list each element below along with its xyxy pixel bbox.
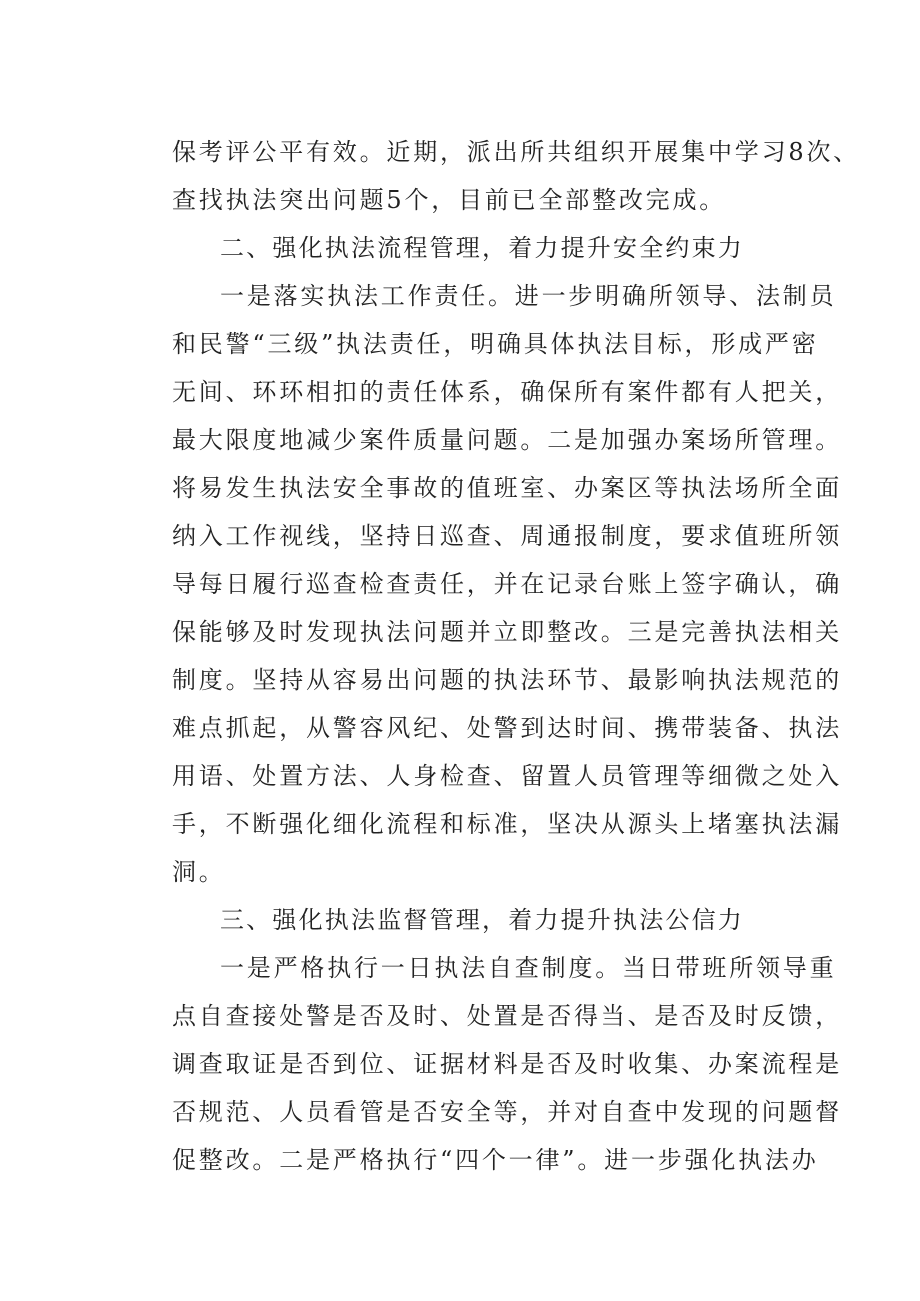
paragraph-line: 洞。 <box>172 858 226 886</box>
paragraph-line: 一是落实执法工作责任。进一步明确所领导、法制员 <box>220 282 837 310</box>
section-heading-2: 二、强化执法流程管理，着力提升安全约束力 <box>220 234 744 262</box>
paragraph-line: 调查取证是否到位、证据材料是否及时收集、办案流程是 <box>172 1050 842 1078</box>
paragraph-line: 用语、处置方法、人身检查、留置人员管理等细微之处入 <box>172 762 842 790</box>
paragraph-line: 和民警“三级”执法责任，明确具体执法目标，形成严密 <box>172 330 819 358</box>
paragraph-line: 查找执法突出问题5个，目前已全部整改完成。 <box>172 186 727 214</box>
paragraph-line: 促整改。二是严格执行“四个一律”。进一步强化执法办 <box>172 1146 819 1174</box>
paragraph-line: 将易发生执法安全事故的值班室、办案区等执法场所全面 <box>172 474 842 502</box>
paragraph-line: 制度。坚持从容易出问题的执法环节、最影响执法规范的 <box>172 666 842 694</box>
paragraph-line: 纳入工作视线，坚持日巡查、周通报制度，要求值班所领 <box>172 522 842 550</box>
paragraph-line: 手，不断强化细化流程和标准，坚决从源头上堵塞执法漏 <box>172 810 842 838</box>
paragraph-line: 导每日履行巡查检查责任，并在记录台账上签字确认，确 <box>172 570 842 598</box>
paragraph-line: 一是严格执行一日执法自查制度。当日带班所领导重 <box>220 954 837 982</box>
paragraph-line: 保考评公平有效。近期，派出所共组织开展集中学习8次、 <box>172 138 861 166</box>
section-heading-3: 三、强化执法监督管理，着力提升执法公信力 <box>220 906 744 934</box>
paragraph-line: 难点抓起，从警容风纪、处警到达时间、携带装备、执法 <box>172 714 842 742</box>
paragraph-line: 保能够及时发现执法问题并立即整改。三是完善执法相关 <box>172 618 842 646</box>
paragraph-line: 否规范、人员看管是否安全等，并对自查中发现的问题督 <box>172 1098 842 1126</box>
paragraph-line: 最大限度地减少案件质量问题。二是加强办案场所管理。 <box>172 426 842 454</box>
paragraph-line: 无间、环环相扣的责任体系，确保所有案件都有人把关， <box>172 378 842 406</box>
paragraph-line: 点自查接处警是否及时、处置是否得当、是否及时反馈， <box>172 1002 842 1030</box>
